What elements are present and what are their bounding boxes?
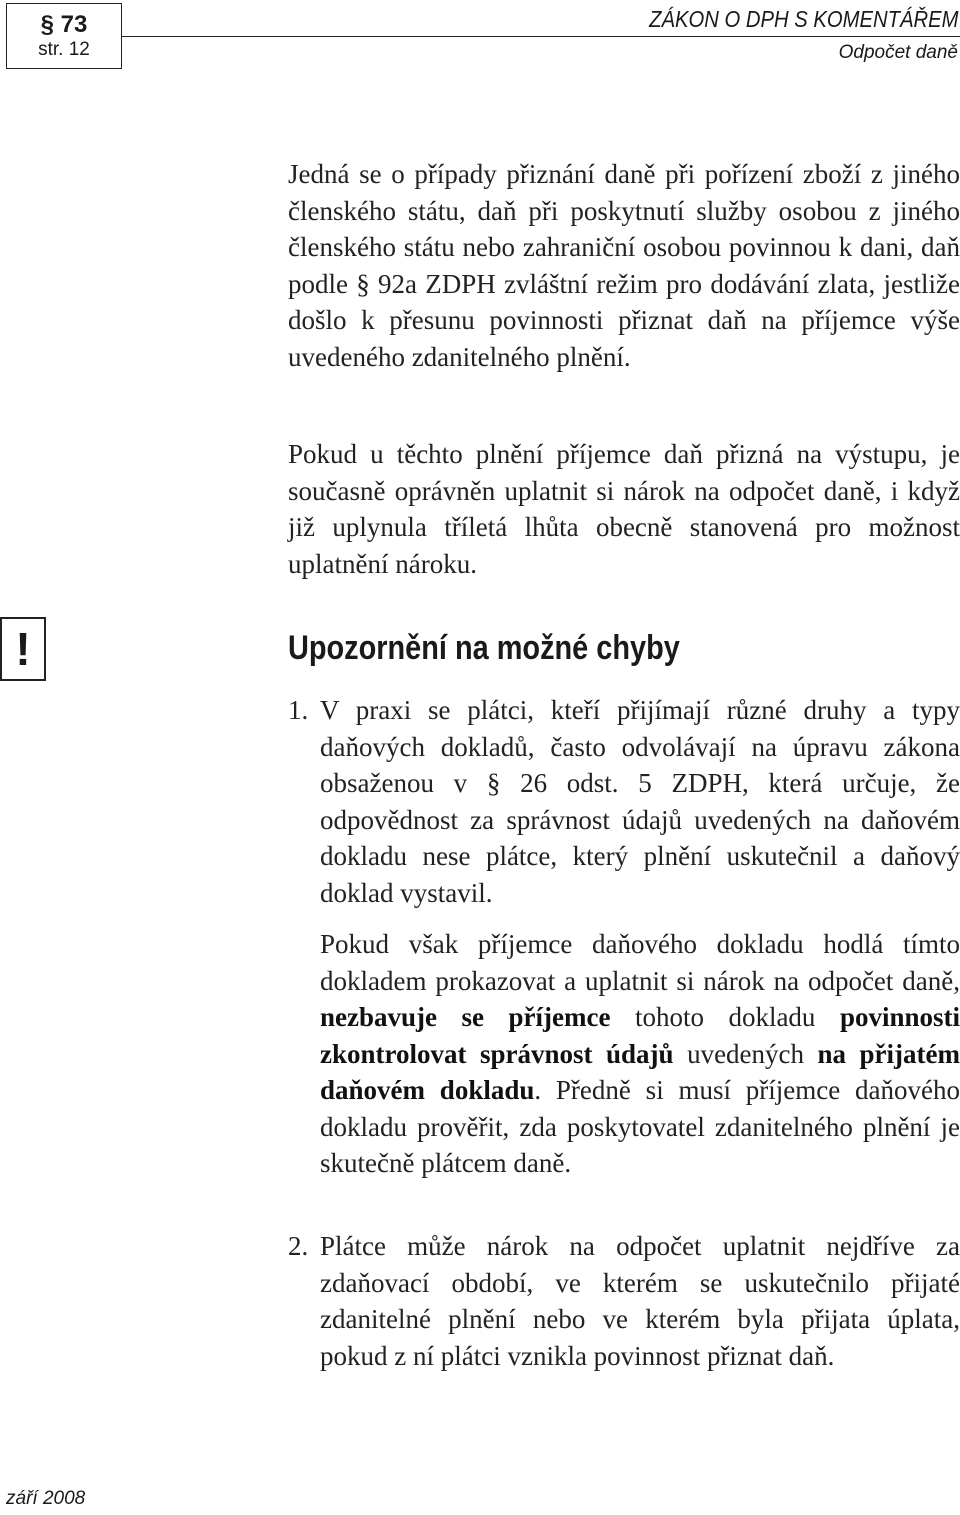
list-item-1-text: V praxi se plátci, kteří přijímají různé druhy a typy daňových dokladů, často odvolávají na úpravu zákona obsaženou v § 26 odst. 5 ZDPH, která určuje, že odpovědnost za správnost údajů uvedených na daňovém dokladu nese plátce, který plnění uskutečnil a daňový doklad vystavil. (320, 695, 960, 908)
list-item-1 (288, 692, 960, 1182)
bold-phrase: povinnosti zkontrolovat správnost údajů (320, 1002, 960, 1069)
header-rule (122, 36, 960, 37)
exclamation-icon: ! (15, 623, 31, 675)
section-box (6, 3, 122, 69)
section-heading: Upozornění na možné chyby (288, 629, 680, 667)
law-title: ZÁKON O DPH S KOMENTÁŘEM (648, 6, 958, 32)
section-number: § 73 (40, 11, 88, 38)
list-item-2-text: Plátce může nárok na odpočet uplatnit nejdříve za zdaňovací období, ve kterém se uskutečnilo přijaté zdanitelné plnění nebo ve kterém byla přijata úplata, pokud z ní plátci vznikla povinnost přiznat daň. (320, 1231, 960, 1371)
footer-date: září 2008 (6, 1488, 86, 1509)
warning-icon (0, 617, 46, 681)
list-item-1-paragraph-2: Pokud však příjemce daňového dokladu hodlá tímto dokladem prokazovat a uplatnit si nárok na odpočet daně, nezbavuje se příjemce tohoto dokladu povinnosti zkontrolovat správnost údajů uvedených na přijatém daňovém dokladu. Předně si musí příjemce daňového dokladu prověřit, zda poskytovatel zdanitelného plnění je skutečně plátcem daně. (320, 929, 960, 1178)
bold-phrase: nezbavuje se příjemce (320, 1002, 611, 1032)
list-item-number: 2. (288, 1231, 309, 1261)
page-number: str. 12 (38, 39, 90, 60)
paragraph-1: Jedná se o případy přiznání daně při pořízení zboží z jiného členského státu, daň při poskytnutí služby osobou z jiného členského státu nebo zahraniční osobou povinnou k dani, daň podle § 92a ZDPH zvláštní režim pro dodávání zlata, jestliže došlo k přesunu povinnosti přiznat daň na příjemce výše uvedeného zdanitelného plnění. (288, 159, 960, 372)
paragraph-2: Pokud u těchto plnění příjemce daň přizná na výstupu, je současně oprávněn uplatnit si nárok na odpočet daně, i když již uplynula tříletá lhůta obecně stanovená pro možnost uplatnění nároku. (288, 439, 960, 579)
bold-phrase: na přijatém daňovém dokladu (320, 1038, 960, 1105)
list-item-number: 1. (288, 695, 309, 725)
chapter-subtitle: Odpočet daně (838, 42, 958, 63)
list-item-2 (288, 1228, 960, 1374)
